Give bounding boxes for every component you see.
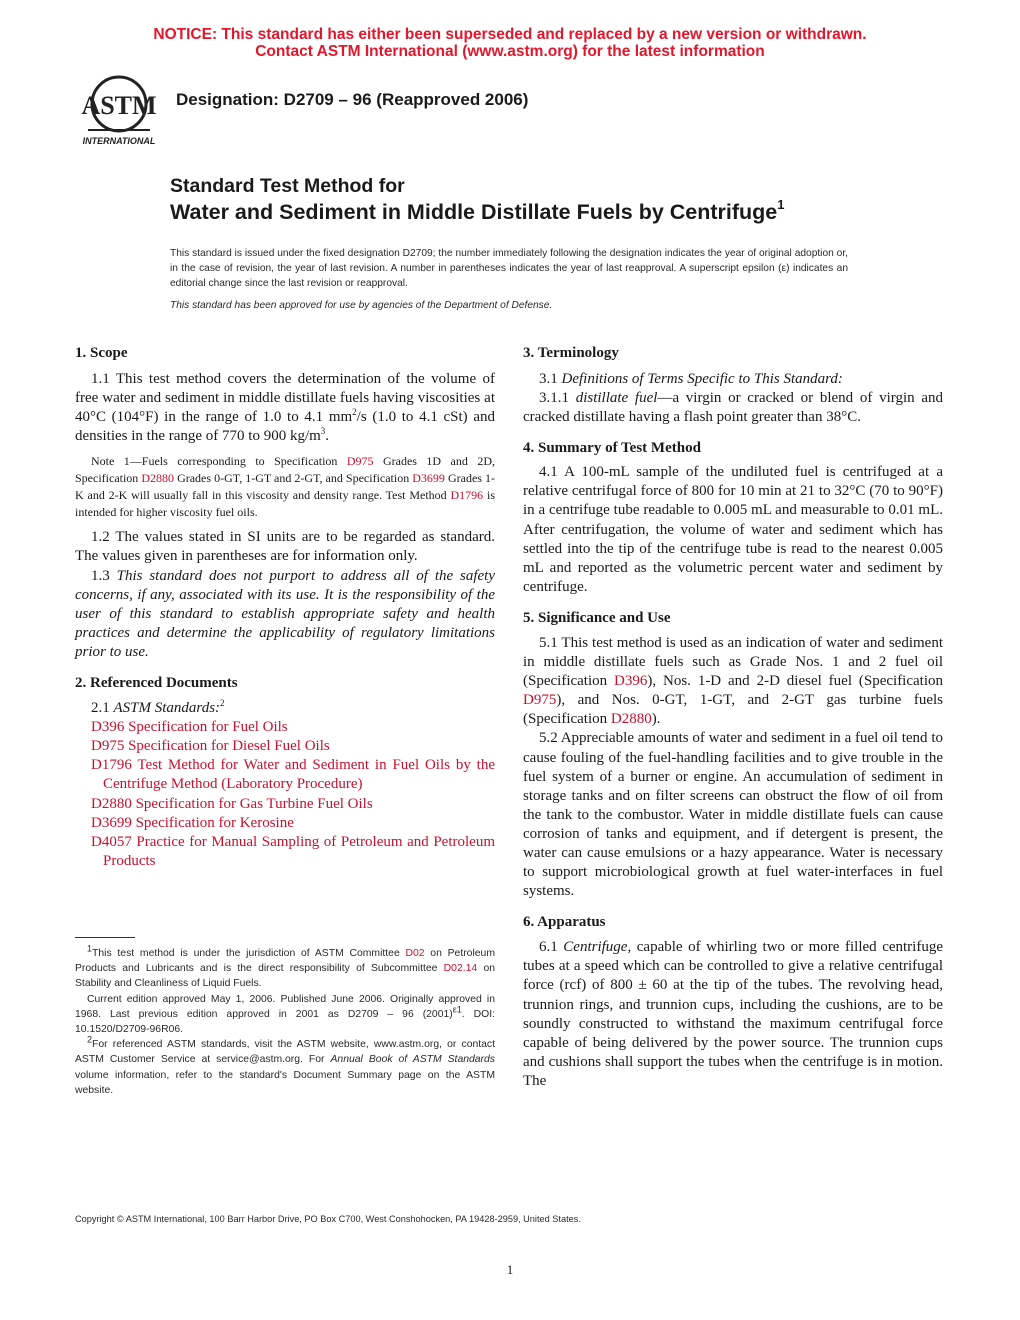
section-5-heading: 5. Significance and Use (523, 609, 671, 626)
reference-title-link[interactable]: Specification for Kerosine (131, 814, 294, 831)
link-d02[interactable]: D02 (405, 948, 425, 959)
reference-code-link[interactable]: D3699 (91, 814, 132, 831)
footnote-divider (75, 937, 135, 938)
link-d975[interactable]: D975 (346, 454, 374, 469)
superseded-notice (0, 26, 1020, 60)
right-column (523, 344, 943, 1091)
reference-code-link[interactable]: D396 (91, 719, 125, 736)
link-d975[interactable]: D975 (523, 692, 557, 709)
para-3-1: 3.1 Definitions of Terms Specific to This Standard: (539, 371, 843, 387)
section-3-heading: 3. Terminology (523, 345, 619, 361)
reference-item (75, 814, 495, 833)
para-5-1: 5.1 This test method is used as an indication of water and sediment in middle distillate fuels such as Grade Nos. 1 and 2 fuel oil (Specification D396), Nos. 1-D and 2-D diesel fuel (Specification D975), and Nos. 0-GT, 1-GT, and 2-GT gas turbine fuels (Specification D2880). (523, 634, 944, 728)
footnote-2: $^2$For referenced ASTM standards, visit the ASTM website, www.astm.org, or contact ASTM Customer Service at service@astm.org. For Annual Book of ASTM Standards volume information, refer to the standard's Document Summary page on the ASTM website. (75, 1034, 495, 1096)
reference-item (75, 718, 495, 737)
reference-code-link[interactable]: D4057 (91, 833, 132, 850)
referenced-documents-list (75, 718, 495, 871)
reference-code-link[interactable]: D2880 (91, 795, 132, 812)
title-line-2 (170, 199, 785, 225)
section-1-heading: 1. Scope (75, 345, 128, 361)
designation: Designation: D2709 – 96 (Reapproved 2006) (176, 90, 529, 109)
reference-title-link[interactable]: Practice for Manual Sampling of Petroleum and Petroleum Products (103, 833, 495, 869)
notice-line-2: Contact ASTM International (www.astm.org) for the latest information (255, 43, 765, 60)
reference-title-link[interactable]: Test Method for Water and Sediment in Fuel Oils by the Centrifuge Method (Laboratory Procedure) (103, 757, 495, 793)
footnote-1-edition: Current edition approved May 1, 2006. Published June 2006. Originally approved in 1968. Last previous edition approved in 2001 as D2709 – 96 $(2001)^{\varepsilon 1}$. DOI: 10.1520/D2709-96R06. (75, 993, 495, 1036)
para-3-1-1: 3.1.1 distillate fuel—a virgin or cracked or blend of virgin and cracked distillate having a flash point greater than 38°C. (523, 390, 944, 426)
para-1-1: 1.1 This test method covers the determination of the volume of free water and sediment in middle distillate fuels having viscosities at 40°C (104°F) in the range of 1.0 to 4.1 $mm^2/s$ (1.0 to 4.1 cSt) and densities in the range of 770 to 900 $kg/m^3$. (75, 371, 495, 445)
reference-code-link[interactable]: D975 (91, 738, 125, 755)
astm-logo (78, 74, 160, 150)
reference-title-link[interactable]: Specification for Gas Turbine Fuel Oils (131, 795, 373, 812)
para-2-1: 2.1 ASTM Standards:$^2$ (91, 698, 225, 717)
intro-paragraph: This standard is issued under the fixed designation D2709; the number immediately following the designation indicates the year of original adoption or, in the case of revision, the year of last revision. A number in parentheses indicates the year of last reapproval. A superscript epsilon (ε) indicates an editorial change since the last revision or reapproval. (170, 248, 848, 289)
para-5-2: 5.2 Appreciable amounts of water and sediment in a fuel oil tend to cause fouling of the fuel-handling facilities and to give trouble in the fuel system of a burner or engine. An accumulation of sediment in storage tanks and on filter screens can obstruct the flow of oil from the tank to the combustor. Water in middle distillate fuels can cause corrosion of tanks and equipment, and if detergent is present, the water can cause emulsions or a hazy appearance. Water is necessary to support microbiological growth at fuel water-interfaces in fuel systems. (523, 730, 943, 900)
para-6-1: 6.1 Centrifuge, capable of whirling two or more filled centrifuge tubes at a speed which can be controlled to give a relative centrifugal force (rcf) of 800 ± 60 at the tip of the tubes. The revolving head, trunnion rings, and trunnion cups, including the cushions, are to be soundly constructed to withstand the maximum centrifugal force capable of being delivered by the power source. The trunnion cups and cushions shall support the tubes when the centrifuge is in motion. The (523, 939, 943, 1089)
logo-wordmark: ASTM (81, 91, 157, 120)
reference-item (75, 795, 495, 814)
footnotes (75, 943, 495, 1098)
dod-approval-note: This standard has been approved for use by agencies of the Department of Defense. (170, 300, 553, 311)
reference-item (75, 737, 495, 756)
title-footnote-mark: 1 (777, 197, 785, 212)
notice-line-1: NOTICE: This standard has either been superseded and replaced by a new version or withdrawn. (153, 26, 867, 43)
link-d396[interactable]: D396 (614, 673, 648, 690)
link-d2880[interactable]: D2880 (610, 711, 652, 728)
link-d1796[interactable]: D1796 (450, 488, 484, 503)
note-1: Note 1—Fuels corresponding to Specification D975 Grades 1D and 2D, Specification D2880 Grades 0-GT, 1-GT and 2-GT, and Specification D3699 Grades 1-K and 2-K will usually fall in this viscosity and density range. Test Method D1796 is intended for higher viscosity fuel oils. (75, 454, 495, 520)
logo-caption: INTERNATIONAL (82, 136, 156, 146)
para-1-3: 1.3 This standard does not purport to address all of the safety concerns, if any, associated with its use. It is the responsibility of the user of this standard to establish appropriate safety and health practices and determine the applicability of regulatory limitations prior to use. (75, 567, 496, 660)
title-text: Water and Sediment in Middle Distillate Fuels by Centrifuge (170, 200, 778, 225)
reference-item (75, 833, 495, 871)
link-d3699[interactable]: D3699 (412, 471, 445, 486)
link-d02-14[interactable]: D02.14 (443, 963, 478, 975)
reference-item (75, 756, 495, 794)
title-line-1: Standard Test Method for (170, 175, 405, 197)
link-d2880[interactable]: D2880 (141, 471, 175, 486)
reference-code-link[interactable]: D1796 (91, 757, 132, 774)
para-4-1: 4.1 A 100-mL sample of the undiluted fuel is centrifuged at a relative centrifugal force of 800 for 10 min at 21 to 32°C (70 to 90°F) in a centrifuge tube readable to 0.005 mL and measurable to 0.01 mL. After centrifugation, the volume of water and sediment which has settled into the tip of the centrifuge tube is read to the nearest 0.005 mL and reported as the volumetric percent water and sediment by centrifuge. (523, 464, 943, 595)
footnote-1: $^1$This test method is under the jurisdiction of ASTM Committee D02 on Petroleum Products and Lubricants and is the direct responsibility of Subcommittee D02.14 on Stability and Cleanliness of Liquid Fuels. (75, 943, 495, 990)
reference-title-link[interactable]: Specification for Diesel Fuel Oils (124, 738, 330, 755)
copyright: Copyright © ASTM International, 100 Barr Harbor Drive, PO Box C700, West Conshohocken, PA 19428-2959, United States. (75, 1214, 581, 1224)
para-1-2: 1.2 The values stated in SI units are to be regarded as standard. The values given in parentheses are for information only. (75, 529, 495, 565)
section-4-heading: 4. Summary of Test Method (523, 440, 701, 457)
section-6-heading: 6. Apparatus (523, 914, 606, 931)
left-column (75, 344, 495, 871)
section-2-heading: 2. Referenced Documents (75, 675, 238, 692)
reference-title-link[interactable]: Specification for Fuel Oils (124, 719, 288, 736)
page-number: 1 (506, 1262, 514, 1277)
